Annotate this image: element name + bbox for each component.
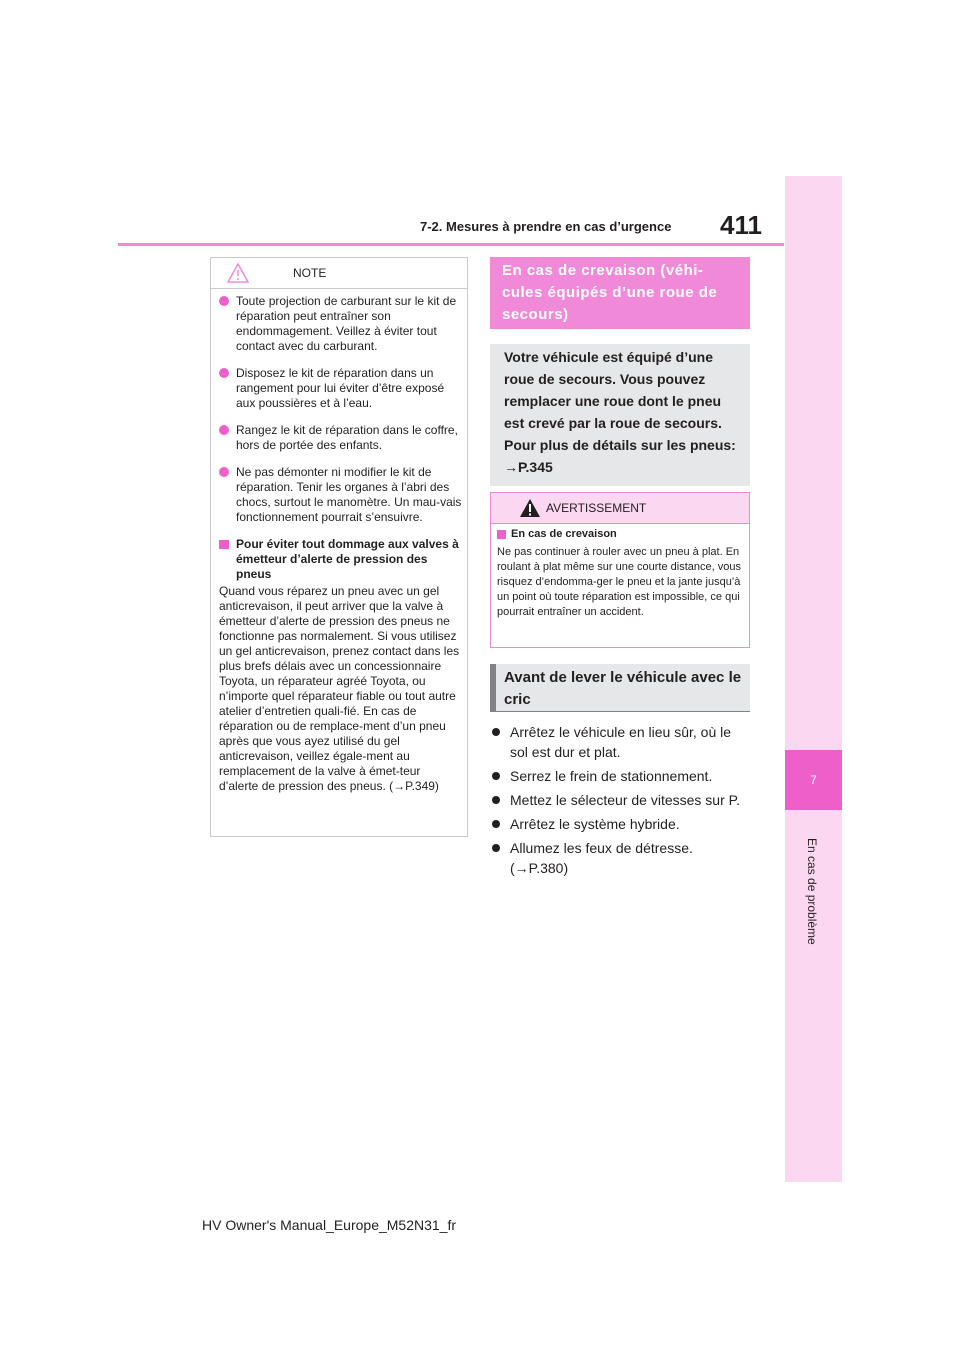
- chapter-label-text: En cas de problème: [805, 838, 819, 945]
- footer-manual-id: HV Owner's Manual_Europe_M52N31_fr: [202, 1217, 457, 1233]
- square-bullet-icon: [219, 540, 229, 549]
- bullet-dot-icon: [219, 296, 229, 306]
- list-item: Arrêtez le véhicule en lieu sûr, où le sol est dur et plat.: [490, 722, 752, 762]
- flat-tire-heading: En cas de crevaison (véhi-cules équipés d’une roue de secours): [490, 257, 750, 329]
- warning-box: [490, 492, 750, 648]
- warning-text: Ne pas continuer à rouler avec un pneu à plat. En roulant à plat même sur une courte distance, vous risquez d’endomma-ger le pneu et la jante jusqu’à un point où toute réparation est impossible, ce qui pourrait entraîner un accident.: [497, 546, 741, 618]
- intro-line: Votre véhicule est équipé d’une: [504, 349, 714, 365]
- bullet-dot-icon: [219, 425, 229, 435]
- note-paragraph: Quand vous réparez un pneu avec un gel anticrevaison, il peut arriver que la valve à émetteur d’alerte de pression des pneus ne fonctionne pas normalement. Si vous utilisez un gel anticrevaison, prenez contact dans les plus brefs délais avec un concessionnaire Toyota, un réparateur agréé Toyota, ou n’importe quel réparateur fiable ou tout autre atelier d’entretien quali-fié. En cas de réparation ou de remplace-ment d’un pneu après que vous ayez utilisé du gel anticrevaison, veillez égale-ment au remplacement de la valve à émet-teur d’alerte de pression des pneus. (→P.349): [219, 584, 460, 793]
- chapter-side-strip: [785, 176, 842, 1182]
- chapter-side-label: [782, 838, 842, 988]
- note-item: Rangez le kit de réparation dans le coffre, hors de portée des enfants.: [219, 423, 463, 453]
- chapter-number-tab[interactable]: 7: [785, 750, 842, 810]
- note-item: Toute projection de carburant sur le kit de réparation peut entraîner son endommagement. Veillez à éviter tout contact avec du carburant.: [219, 294, 463, 354]
- list-item: Serrez le frein de stationnement.: [490, 766, 752, 786]
- intro-line: roue de secours. Vous pouvez: [504, 371, 706, 387]
- page-number: 411: [720, 210, 762, 240]
- bullet-dot-icon: [492, 772, 500, 780]
- jack-heading: Avant de lever le véhicule avec le cric: [490, 664, 750, 712]
- bullet-dot-icon: [492, 796, 500, 804]
- note-body: [219, 294, 463, 794]
- section-title: 7-2. Mesures à prendre en cas d’urgence: [420, 219, 672, 234]
- intro-line: est crevé par la roue de secours.: [504, 415, 722, 431]
- intro-line: Pour plus de détails sur les pneus:: [504, 437, 736, 453]
- list-item: Mettez le sélecteur de vitesses sur P.: [490, 790, 752, 810]
- bullet-dot-icon: [219, 467, 229, 477]
- warning-triangle-icon: [519, 498, 541, 518]
- bullet-dot-icon: [492, 844, 500, 852]
- jack-steps-list: [490, 722, 752, 882]
- header-rule: [118, 243, 784, 246]
- intro-line: remplacer une roue dont le pneu: [504, 393, 722, 409]
- warning-body: [497, 527, 743, 620]
- flat-tire-intro-box: [490, 344, 750, 486]
- bullet-dot-icon: [219, 368, 229, 378]
- note-title: NOTE: [293, 266, 327, 280]
- bullet-dot-icon: [492, 820, 500, 828]
- caution-outline-icon: [227, 263, 249, 283]
- square-bullet-icon: [497, 530, 506, 539]
- warning-title: AVERTISSEMENT: [546, 501, 647, 515]
- warning-subheading: En cas de crevaison: [497, 527, 743, 542]
- note-box: [210, 257, 468, 837]
- list-item: Arrêtez le système hybride.: [490, 814, 752, 834]
- note-item: Ne pas démonter ni modifier le kit de réparation. Tenir les organes à l’abri des chocs, surtout le manomètre. Un mau-vais fonctionnement pourrait s’ensuivre.: [219, 465, 463, 525]
- page-reference-link[interactable]: →P.345: [504, 459, 553, 475]
- list-item: Allumez les feux de détresse. (→P.380): [490, 838, 752, 878]
- note-header: [211, 258, 467, 289]
- note-item: Disposez le kit de réparation dans un rangement pour lui éviter d’être exposé aux poussières et à l’eau.: [219, 366, 463, 411]
- note-subheading: Pour éviter tout dommage aux valves à émetteur d’alerte de pression des pneus: [219, 537, 463, 582]
- warning-header: [491, 493, 749, 524]
- bullet-dot-icon: [492, 728, 500, 736]
